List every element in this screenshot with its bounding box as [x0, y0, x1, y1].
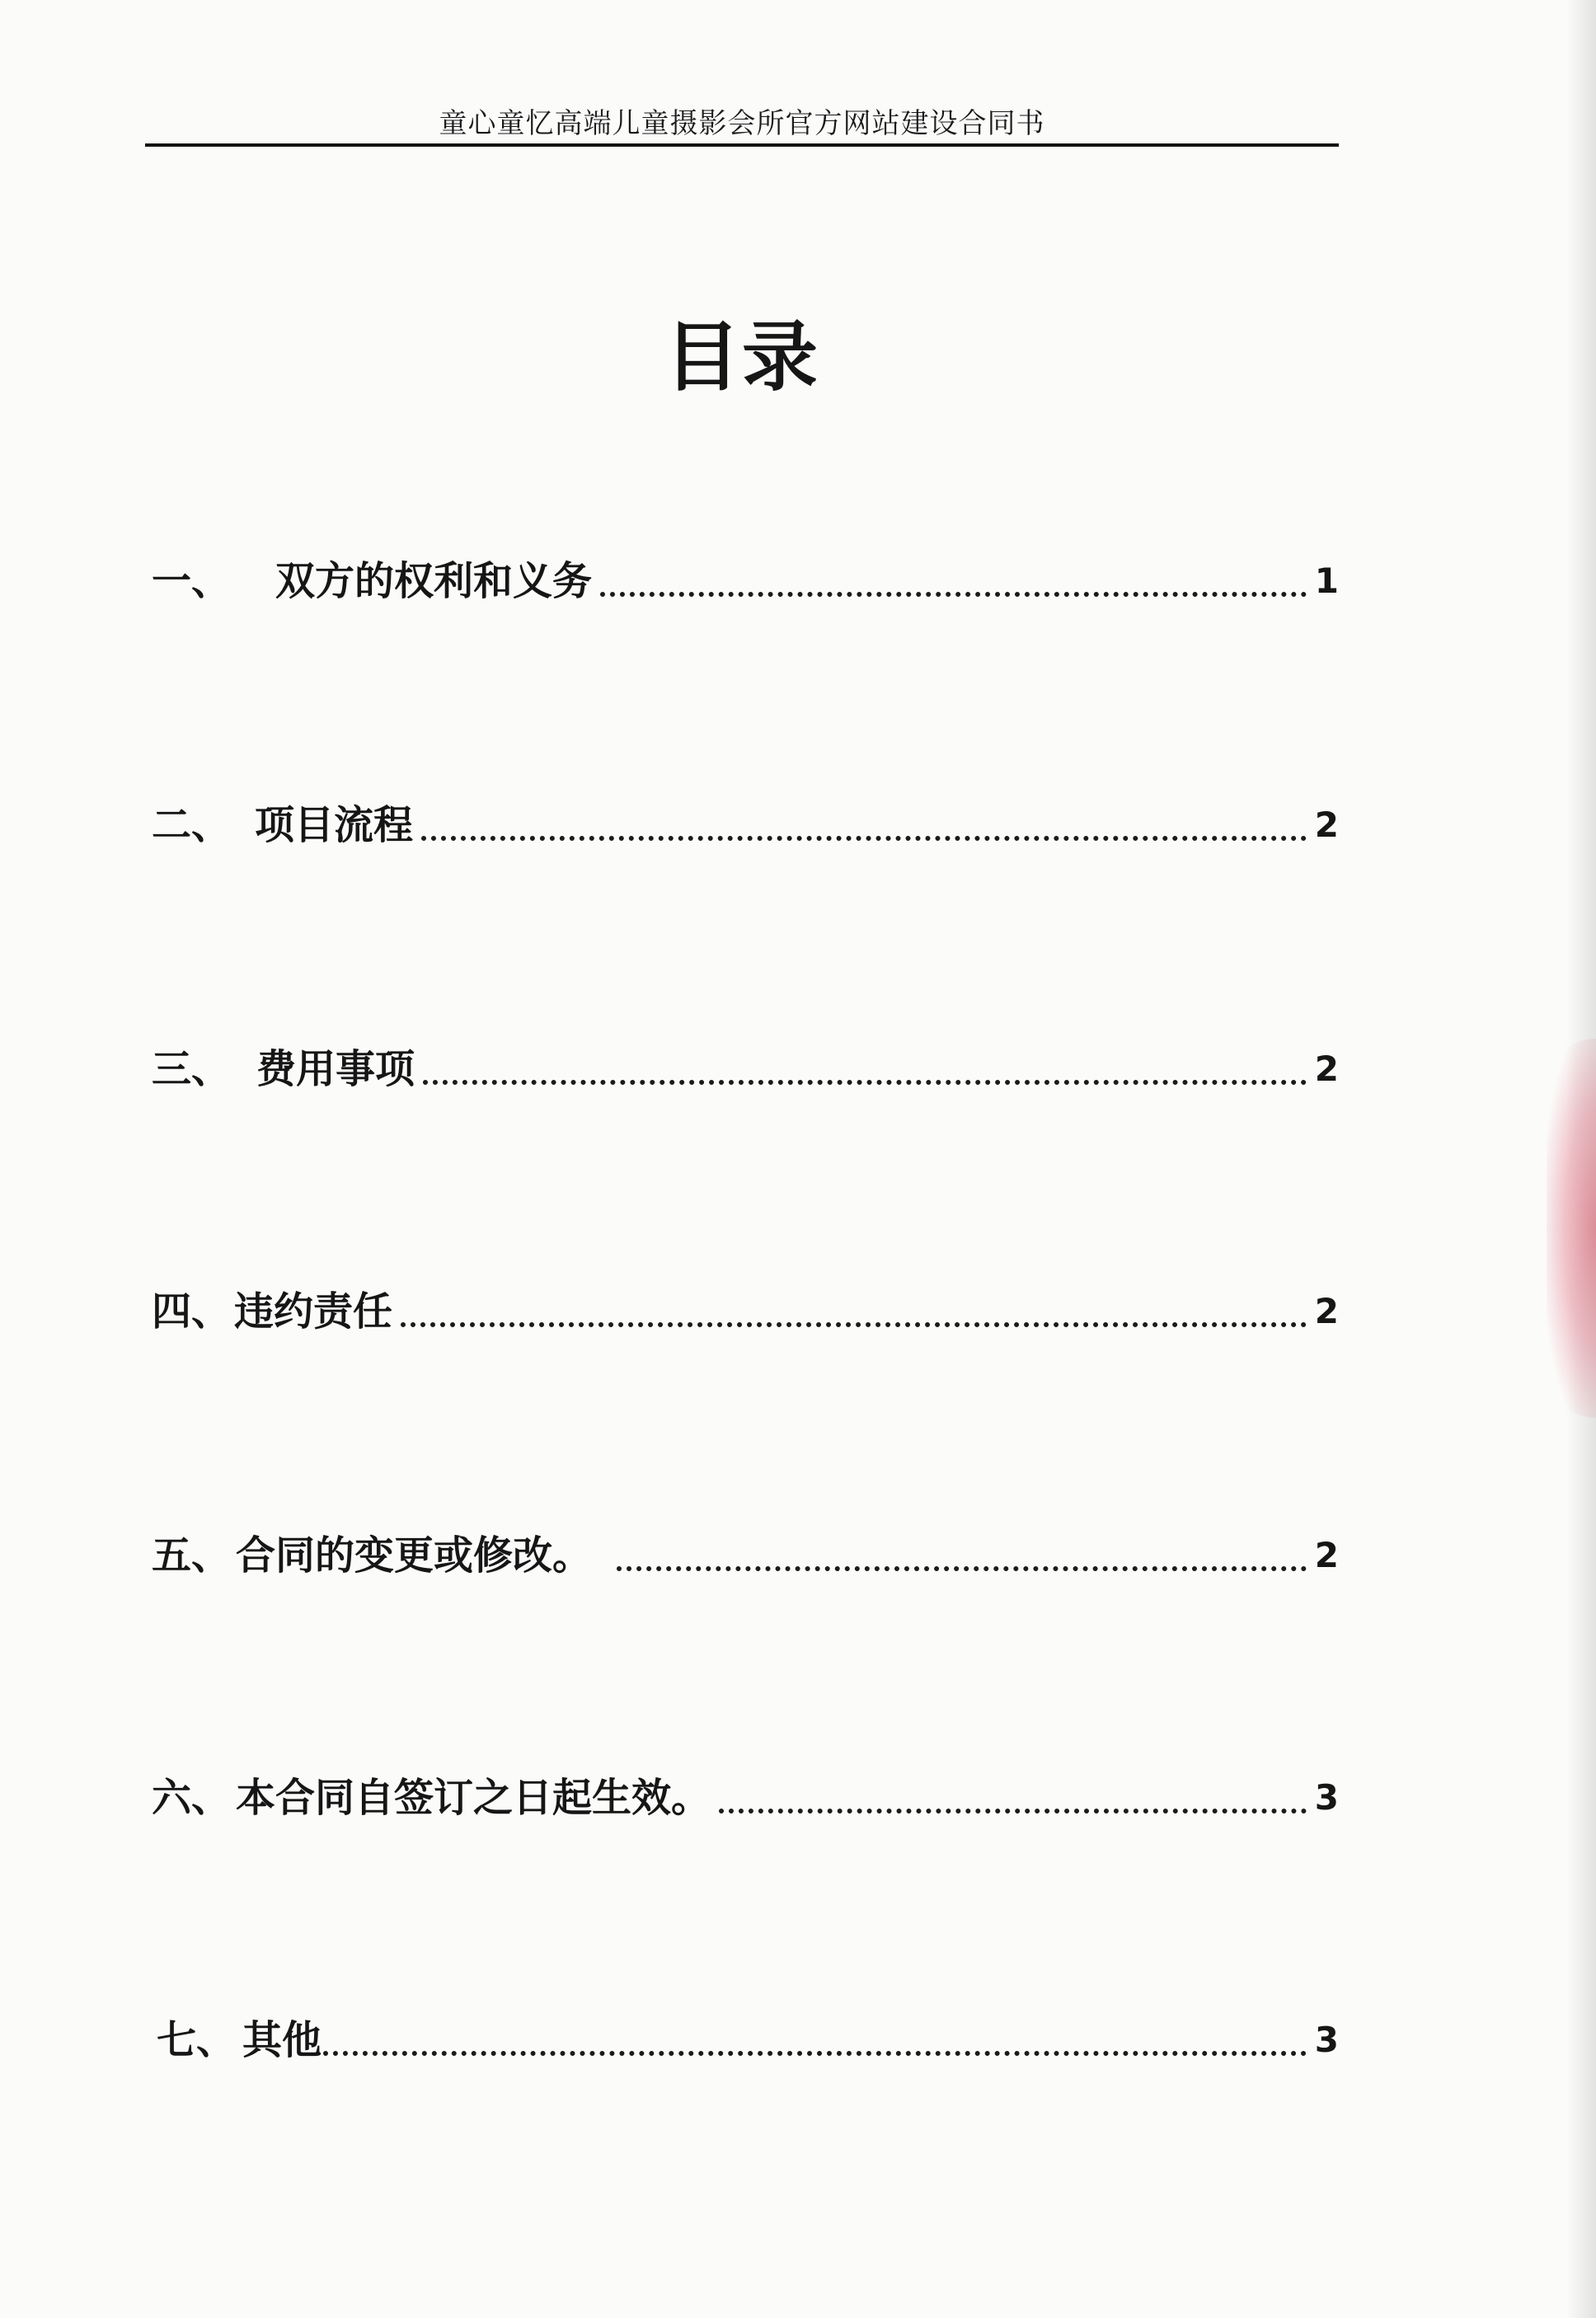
red-seal-fragment	[1547, 1039, 1596, 1418]
document-header-title: 童心童忆高端儿童摄影会所官方网站建设合同书	[439, 107, 1045, 140]
toc-entry[interactable]	[152, 1040, 1339, 1098]
toc-entry-page: 2	[1314, 805, 1339, 845]
dot-leader	[423, 1080, 1307, 1085]
toc-entry-title: 项目流程	[255, 802, 414, 848]
toc-entry-page: 2	[1314, 1049, 1339, 1089]
dot-leader	[323, 2051, 1307, 2056]
toc-entry[interactable]	[152, 1527, 1339, 1584]
toc-entry-page: 3	[1314, 1777, 1339, 1818]
toc-entry-number: 三、	[152, 1046, 232, 1092]
dot-leader	[600, 592, 1307, 597]
toc-entry-number: 六、	[152, 1775, 232, 1821]
toc-entry-number: 五、	[152, 1532, 232, 1579]
toc-entry-title: 费用事项	[256, 1046, 415, 1092]
dot-leader	[719, 1809, 1307, 1814]
toc-entry-title: 本合同自签订之日起生效。	[236, 1775, 711, 1821]
toc-entry-page: 3	[1314, 2020, 1339, 2060]
toc-entry[interactable]	[152, 1769, 1339, 1827]
dot-leader	[401, 1322, 1307, 1327]
toc-entry-title: 其他	[242, 2017, 322, 2063]
toc-entry[interactable]	[152, 2011, 1339, 2069]
toc-entry-page: 2	[1314, 1535, 1339, 1575]
toc-heading: 目录	[664, 313, 819, 401]
toc-entry-title: 违约责任	[234, 1288, 393, 1335]
toc-entry-title: 合同的变更或修改。	[236, 1532, 593, 1579]
toc-entry-page: 2	[1314, 1291, 1339, 1331]
dot-leader	[617, 1566, 1307, 1571]
toc-entry-number: 四、	[152, 1288, 232, 1335]
toc-entry-number: 二、	[152, 802, 232, 848]
toc-entry[interactable]	[152, 1283, 1339, 1340]
toc-entry[interactable]	[152, 552, 1339, 610]
toc-entry-title: 双方的权利和义务	[275, 558, 593, 604]
toc-entry-page: 1	[1314, 561, 1339, 601]
toc-entry[interactable]	[152, 796, 1339, 854]
toc-entry-number: 一、	[152, 558, 232, 604]
dot-leader	[421, 836, 1307, 841]
toc-entry-number: 七、	[157, 2017, 237, 2063]
table-of-contents	[152, 0, 1339, 2318]
